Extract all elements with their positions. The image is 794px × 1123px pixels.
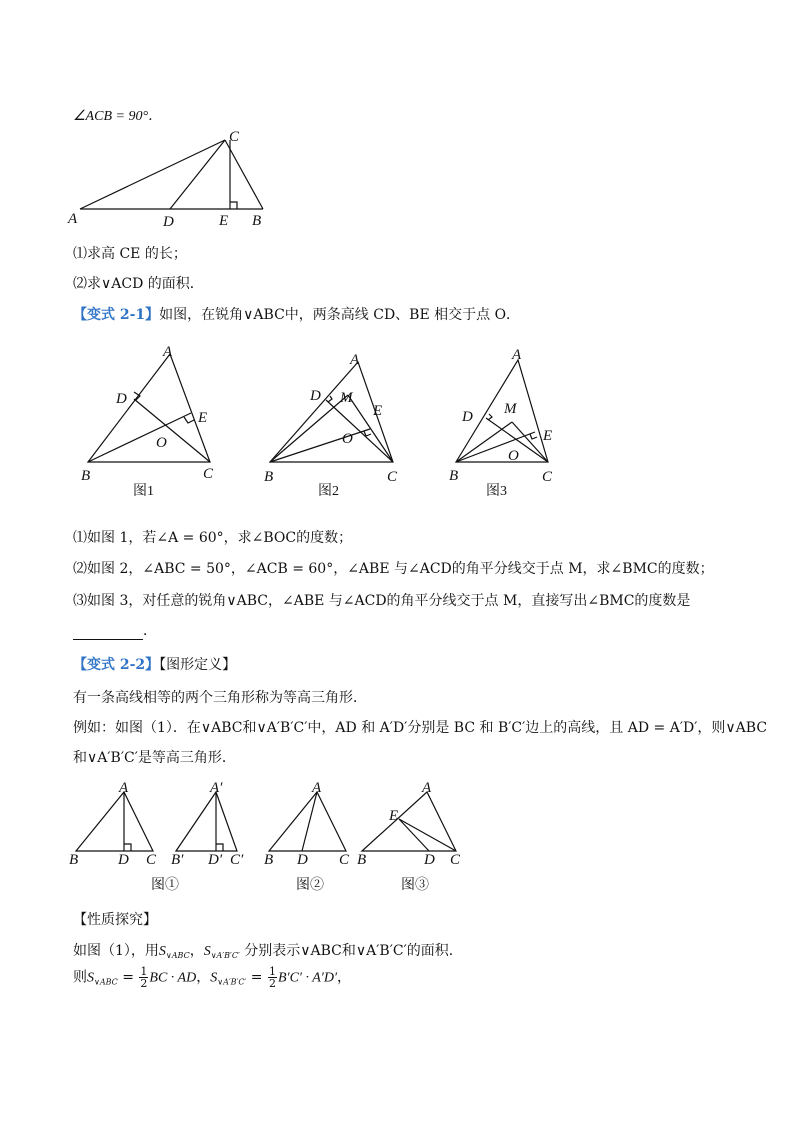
example-line-2: 和∨A′B′C′是等高三角形． [73,750,236,766]
variant-tag: 【变式 2-1】 [73,307,160,323]
eq-f2-D: D′ [208,852,223,868]
fig1-E: E [198,410,208,426]
eq-f3-D: D [297,852,308,868]
eq-f2-C: C′ [230,852,244,868]
fig2-E: E [373,403,383,419]
label-C: C [229,129,240,145]
fig2-caption: 图2 [318,484,339,499]
label-B: B [252,213,262,229]
figure-1 [78,340,228,500]
variant-text: 如图，在锐角∨ABC中，两条高线 CD、BE 相交于点 O． [159,307,521,323]
fig3-caption: 图3 [486,484,507,499]
fig2-O: O [342,431,353,447]
eq-f3-A: A [312,780,322,796]
answer-blank[interactable] [73,627,143,640]
variant-2-1-q2: ⑵如图 2，∠ABC = 50°，∠ACB = 60°，∠ABE 与∠ACD的角平分线交于点 M，求∠BMC的度数； [73,561,714,577]
fig3-A: A [512,347,522,363]
example-line-1: 例如：如图（1）．在∨ABC和∨A′B′C′中，AD 和 A′D′分别是 BC 和 B′C′边上的高线，且 AD = A′D′，则∨ABC [73,720,768,736]
eq-f1-C: C [146,852,157,868]
fig1-B: B [81,468,91,484]
label-A: A [68,211,78,227]
equal-height-figures [66,778,486,896]
top-triangle-figure [65,125,285,230]
eq-f4-A: A [422,780,432,796]
eq-caption-1: 图① [151,878,179,893]
variant-2-1-q1: ⑴如图 1，若∠A = 60°，求∠BOC的度数； [73,530,353,546]
eq-f3-B: B [264,852,274,868]
variant-2-1-header [73,304,520,324]
answer-blank-line: ． [73,620,157,640]
variant-2-1-q3: ⑶如图 3，对任意的锐角∨ABC，∠ABE 与∠ACD的角平分线交于点 M，直接写出∠BMC的度数是 [73,593,691,609]
label-E: E [219,213,229,229]
fig2-D: D [310,388,321,404]
label-D: D [163,214,174,230]
eq-f4-E: E [389,808,399,824]
fig3-B: B [449,468,459,484]
variant-2-2-tag: 【变式 2-2】 [73,657,160,673]
fig2-B: B [264,469,274,485]
fig1-A: A [163,344,173,360]
property-line-1: 如图（1），用$S_{\vee ABC}$，$S_{\vee A'B'C'}$ 分别表示∨ABC和∨A′B′C′的面积． [73,943,463,960]
property-line-2: 则$S_{\vee ABC}$ = $\frac{1}{2}$ BC · AD，$S_{\vee A'B'C'}$ = $\frac{1}{2}$ B′C′ · A′D′， [73,965,352,990]
figure-2 [258,350,408,505]
fig2-C: C [387,469,398,485]
question-2-top: ⑵求∨ACD 的面积． [73,276,204,292]
fig1-O: O [156,435,167,451]
eq-f1-D: D [118,852,129,868]
eq-f2-B: B′ [171,852,184,868]
fig2-M: M [340,390,353,406]
intro-line: ∠ACB = 90°． [73,109,163,124]
fig3-C: C [542,469,553,485]
eq-f2-A: A′ [210,780,223,796]
question-1-top: ⑴求高 CE 的长； [73,246,187,262]
eq-caption-2: 图② [296,878,324,893]
eq-f4-D: D [424,852,435,868]
eq-f3-C: C [339,852,350,868]
eq-f1-B: B [69,852,79,868]
variant-2-2-header [73,654,236,674]
fig1-D: D [116,391,127,407]
fig1-caption: 图1 [133,484,154,499]
fig3-O: O [508,448,519,464]
eq-f4-C: C [450,852,461,868]
fig2-A: A [350,352,360,368]
definition-tag: 【图形定义】 [159,657,237,673]
eq-caption-3: 图③ [401,878,429,893]
fig3-D: D [462,409,473,425]
definition-text: 有一条高线相等的两个三角形称为等高三角形． [73,690,367,706]
eq-f1-A: A [119,780,129,796]
fig1-C: C [203,466,214,482]
property-tag: 【性质探究】 [73,912,157,928]
eq-f4-B: B [357,852,367,868]
figure-3 [446,342,576,502]
fig3-E: E [543,428,553,444]
fig3-M: M [504,401,517,417]
